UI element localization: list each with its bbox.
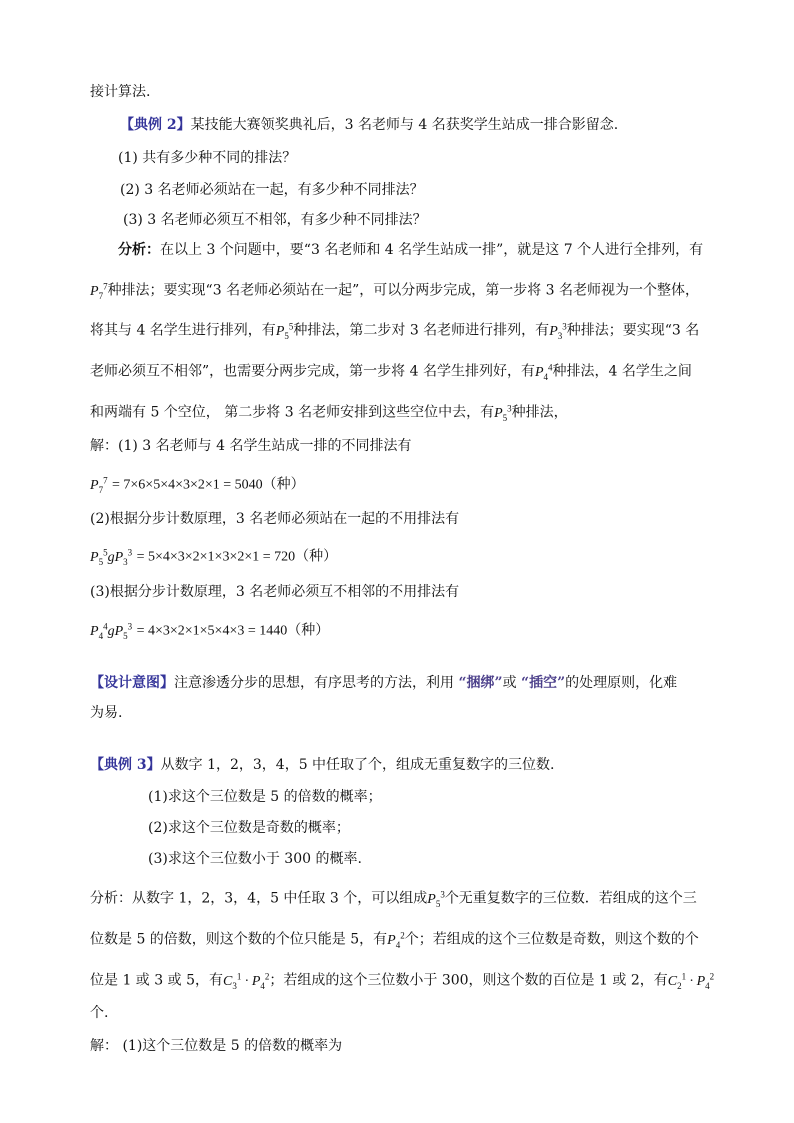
example-3-solution-1: 解： (1)这个三位数是 5 的倍数的概率为 [90,1038,343,1054]
design-intent-line-2: 为易. [90,705,123,721]
design-intent-line-1 [90,673,677,693]
formula-p55-g-p33: $P_5^5gP_3^3$ [90,547,133,567]
formula-p77: $P_7^7$ [90,281,108,301]
formula-c21-a42: $C_2^1 \cdot P_4^2$ [667,971,715,991]
solution-1: 解：(1) 3 名老师与 4 名学生站成一排的不同排法有 [90,438,412,454]
analysis-line-1 [118,240,703,260]
analysis-text-5b: 种排法， [511,404,568,421]
keyword-bind: “捆绑” [458,675,503,691]
analysis-line-3 [90,316,699,345]
example-3-analysis-1 [90,884,697,913]
solution-3: (3)根据分步计数原理，3 名老师必须互不相邻的不用排法有 [90,584,460,600]
example-2-label: 【典例 2】 [120,117,191,133]
analysis-text-1: 在以上 3 个问题中，要“3 名老师和 4 名学生站成一排”，就是这 7 个人进行全排列，有 [160,242,704,258]
analysis-line-2 [90,276,699,305]
analysis-text-4a: 老师必须互不相邻”，也需要分两步完成，第一步将 4 名学生排列好，有 [90,363,535,380]
formula-1: = 7×6×5×4×3×2×1 = 5040（种） [112,477,305,493]
formula-line-3 [90,616,329,645]
formula-p33: $P_3^3$ [549,321,567,341]
formula-a42: $P_4^2$ [387,930,405,950]
formula-p55: $P_5^5$ [275,321,294,341]
example-2-heading [120,115,618,135]
example-2-question-1: (1) 共有多少种不同的排法？ [118,150,297,166]
analysis-line-4 [90,357,692,386]
example-3-text-3b: ；若组成的这个三位数小于 300，则这个数的百位是 1 或 2，有 [269,972,668,989]
example-3-analysis-2 [90,925,699,954]
example-2-question-2: (2) 3 名老师必须站在一起，有多少种不同排法？ [120,182,424,198]
example-3-text-1a: 分析：从数字 1，2，3，4，5 中任取 3 个，可以组成 [90,890,428,907]
analysis-text-4b: 种排法，4 名学生之间 [552,363,692,380]
intro-end: 接计算法. [90,84,151,100]
example-3-question-2: (2)求这个三位数是奇数的概率； [148,820,350,836]
design-text-3: 的处理原则，化难 [565,675,678,691]
formula-line-1 [90,470,305,499]
example-3-text-1b: 个无重复数字的三位数．若组成的这个三 [444,890,697,907]
analysis-text-2: 种排法；要实现“3 名老师必须站在一起”，可以分两步完成，第一步将 3 名老师视为一个整体， [107,282,700,299]
example-3-text: 从数字 1，2，3，4，5 中任取了个，组成无重复数字的三位数. [160,757,555,773]
example-3-label: 【典例 3】 [90,757,161,773]
analysis-text-3b: 种排法，第二步对 3 名老师进行排列，有 [293,322,550,339]
formula-p44: $P_4^4$ [534,362,553,382]
design-intent-label: 【设计意图】 [90,675,174,691]
solution-2: (2)根据分步计数原理，3 名老师必须站在一起的不用排法有 [90,511,460,527]
example-3-analysis-4: 个. [90,1005,109,1021]
analysis-text-3a: 将其与 4 名学生进行排列，有 [90,322,276,339]
example-2-text: 某技能大赛领奖典礼后，3 名老师与 4 名获奖学生站成一排合影留念. [190,117,619,133]
example-3-analysis-3 [90,966,714,995]
formula-p77-b: $P_7^7$ [90,475,108,495]
formula-p53: $P_5^3$ [494,403,512,423]
formula-c31-a42: $C_3^1 \cdot P_4^2$ [222,971,270,991]
example-2-question-3: (3) 3 名老师必须互不相邻，有多少种不同排法？ [123,212,427,228]
example-3-text-2a: 位数是 5 的倍数，则这个数的个位只能是 5，有 [90,931,388,948]
example-3-question-3: (3)求这个三位数小于 300 的概率. [148,851,362,867]
formula-a53: $P_5^3$ [427,889,445,909]
design-text-1: 注意渗透分步的思想，有序思考的方法，利用 [174,675,454,691]
design-text-2: 或 [502,675,517,691]
formula-line-2 [90,542,337,571]
example-3-question-1: (1)求这个三位数是 5 的倍数的概率； [148,789,382,805]
example-3-text-3a: 位是 1 或 3 或 5，有 [90,972,223,989]
analysis-text-3c: 种排法；要实现“3 名 [566,322,700,339]
keyword-insert: “插空” [521,675,566,691]
example-3-heading [90,755,555,775]
formula-p44-g-p53: $P_4^4gP_5^3$ [90,621,133,641]
analysis-label: 分析： [118,242,160,258]
formula-2: = 5×4×3×2×1×3×2×1 = 720（种） [136,549,338,565]
formula-3: = 4×3×2×1×5×4×3 = 1440（种） [136,623,330,639]
analysis-text-5a: 和两端有 5 个空位， 第二步将 3 名老师安排到这些空位中去，有 [90,404,495,421]
example-3-text-2b: 个；若组成的这个三位数是奇数，则这个数的个 [404,931,699,948]
analysis-line-5 [90,398,568,427]
